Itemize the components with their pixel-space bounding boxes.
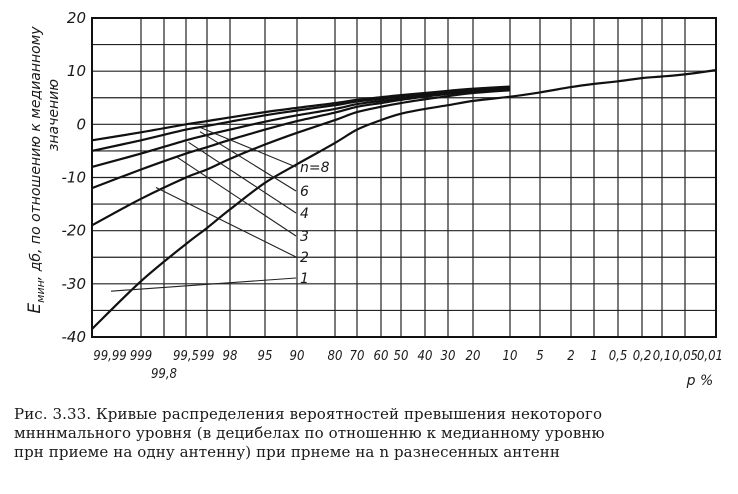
x-tick-label: 99,5: [172, 349, 200, 364]
x-tick-label: 90: [289, 349, 305, 364]
x-tick-label: 40: [417, 349, 433, 364]
x-tick-label: 5: [536, 349, 544, 364]
curve-n-4: [92, 89, 510, 167]
caption-line-1: Рис. 3.33. Кривые распределения вероятностей превышения некоторого: [14, 405, 603, 423]
y-tick-label: -10: [61, 168, 86, 187]
svg-text:Eмин, дб, по отношению к медиа: [25, 26, 47, 314]
y-tick-label: 20: [66, 9, 86, 27]
x-axis-label: p %: [686, 373, 714, 389]
x-tick-label: 70: [349, 349, 365, 364]
y-axis-label-subscript: мин: [34, 280, 47, 303]
y-tick-label: 0: [76, 115, 86, 134]
x-tick-label: 60: [373, 349, 389, 364]
y-axis-label-text: , дб, по отношению к медианному: [28, 26, 44, 281]
x-tick-label: 2: [567, 349, 575, 364]
curve-label: 1: [300, 271, 309, 287]
x-tick-label: 0,01: [696, 349, 724, 364]
curve-labels: [300, 160, 330, 287]
x-tick-label: 999: [129, 349, 153, 364]
x-tick-label: 0,1: [652, 349, 672, 364]
caption-line-2: мнннмального уровня (в децибелах по отношенню к медианному уровню: [14, 424, 605, 442]
x-tick-label: 0,2: [632, 349, 652, 364]
x-tick-label: 0,05: [671, 349, 699, 364]
y-axis-label-line2: значению: [46, 78, 62, 152]
curve-label: 3: [300, 229, 309, 245]
y-tick-label: -30: [61, 274, 86, 293]
curve-leader-lines: [111, 127, 296, 291]
x-tick-label: 50: [393, 349, 409, 364]
x-tick-label: 99,99: [93, 349, 127, 364]
x-tick-label: 98: [222, 349, 238, 364]
caption-line-3: прн приеме на одну антенну) при прнеме на n разнесенных антенн: [14, 443, 560, 461]
x-tick-label: 80: [327, 349, 343, 364]
y-tick-label: -20: [61, 221, 86, 240]
x-tick-label: 10: [502, 349, 518, 364]
curve-label: n=8: [300, 160, 330, 176]
y-tick-labels: [62, 9, 87, 346]
x-tick-label: 0,5: [608, 349, 628, 364]
leader-line: [177, 157, 296, 236]
y-tick-label: 10: [66, 62, 86, 81]
x-tick-label-extra: 99,8: [150, 367, 178, 382]
y-axis-label: [25, 26, 62, 314]
y-axis-label-symbol: E: [25, 302, 45, 314]
x-tick-labels: [93, 349, 723, 364]
curve-label: 4: [300, 206, 309, 222]
x-tick-label: 20: [465, 349, 481, 364]
curve-label: 2: [300, 250, 309, 266]
x-tick-label: 95: [257, 349, 273, 364]
x-tick-label: 30: [440, 349, 456, 364]
figure-caption: [14, 405, 726, 462]
y-tick-label: -40: [61, 328, 86, 346]
x-tick-label: 99: [199, 349, 215, 364]
curve-label: 6: [300, 184, 309, 200]
x-tick-label: 1: [590, 349, 598, 364]
